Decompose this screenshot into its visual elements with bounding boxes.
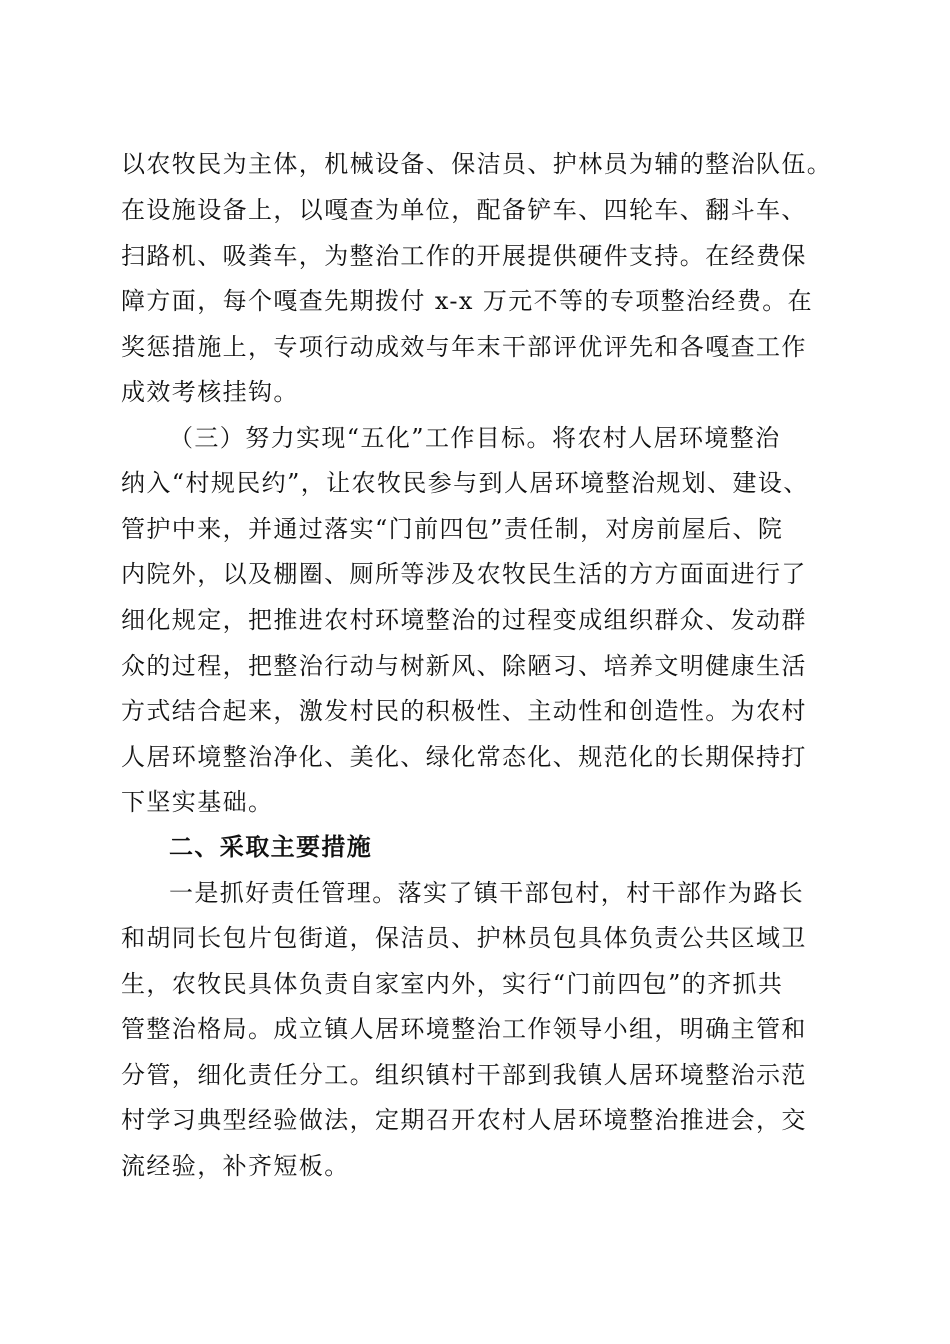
text-line: 分管，细化责任分工。组织镇村干部到我镇人居环境整治示范 — [121, 1061, 807, 1089]
text-line: 人居环境整治净化、美化、绿化常态化、规范化的长期保持打 — [121, 743, 807, 771]
text-line: 以农牧民为主体，机械设备、保洁员、护林员为辅的整治队伍。 — [121, 150, 833, 178]
text-line: 一是抓好责任管理。落实了镇干部包村，村干部作为路长 — [169, 879, 804, 907]
text-line: 管整治格局。成立镇人居环境整治工作领导小组，明确主管和 — [121, 1015, 807, 1043]
text-line: 障方面，每个嘎查先期拨付 x-x 万元不等的专项整治经费。在 — [121, 287, 814, 315]
text-line: 内院外，以及棚圈、厕所等涉及农牧民生活的方方面面进行了 — [121, 560, 807, 588]
text-line: 生，农牧民具体负责自家室内外，实行“门前四包”的齐抓共 — [121, 970, 784, 998]
text-line: 流经验，补齐短板。 — [121, 1152, 350, 1180]
section-heading: 二、采取主要措施 — [169, 832, 373, 861]
text-line: 方式结合起来，激发村民的积极性、主动性和创造性。为农村 — [121, 697, 807, 725]
text-line: 下坚实基础。 — [121, 788, 274, 816]
text-line: 成效考核挂钩。 — [121, 378, 299, 406]
text-line: 细化规定，把推进农村环境整治的过程变成组织群众、发动群 — [121, 606, 807, 634]
text-line: 众的过程，把整治行动与树新风、除陋习、培养文明健康生活 — [121, 652, 807, 680]
text-line: 扫路机、吸粪车，为整治工作的开展提供硬件支持。在经费保 — [121, 242, 807, 270]
text-line: 村学习典型经验做法，定期召开农村人居环境整治推进会，交 — [121, 1106, 807, 1134]
text-line: 在设施设备上，以嘎查为单位，配备铲车、四轮车、翻斗车、 — [121, 196, 807, 224]
text-line: 和胡同长包片包街道，保洁员、护林员包具体负责公共区域卫 — [121, 924, 807, 952]
text-line: 管护中来，并通过落实“门前四包”责任制，对房前屋后、院 — [121, 515, 784, 543]
text-line: （三）努力实现“五化”工作目标。将农村人居环境整治 — [169, 424, 781, 452]
text-line: 奖惩措施上，专项行动成效与年末干部评优评先和各嘎查工作 — [121, 333, 807, 361]
text-line: 纳入“村规民约”，让农牧民参与到人居环境整治规划、建设、 — [121, 469, 809, 497]
